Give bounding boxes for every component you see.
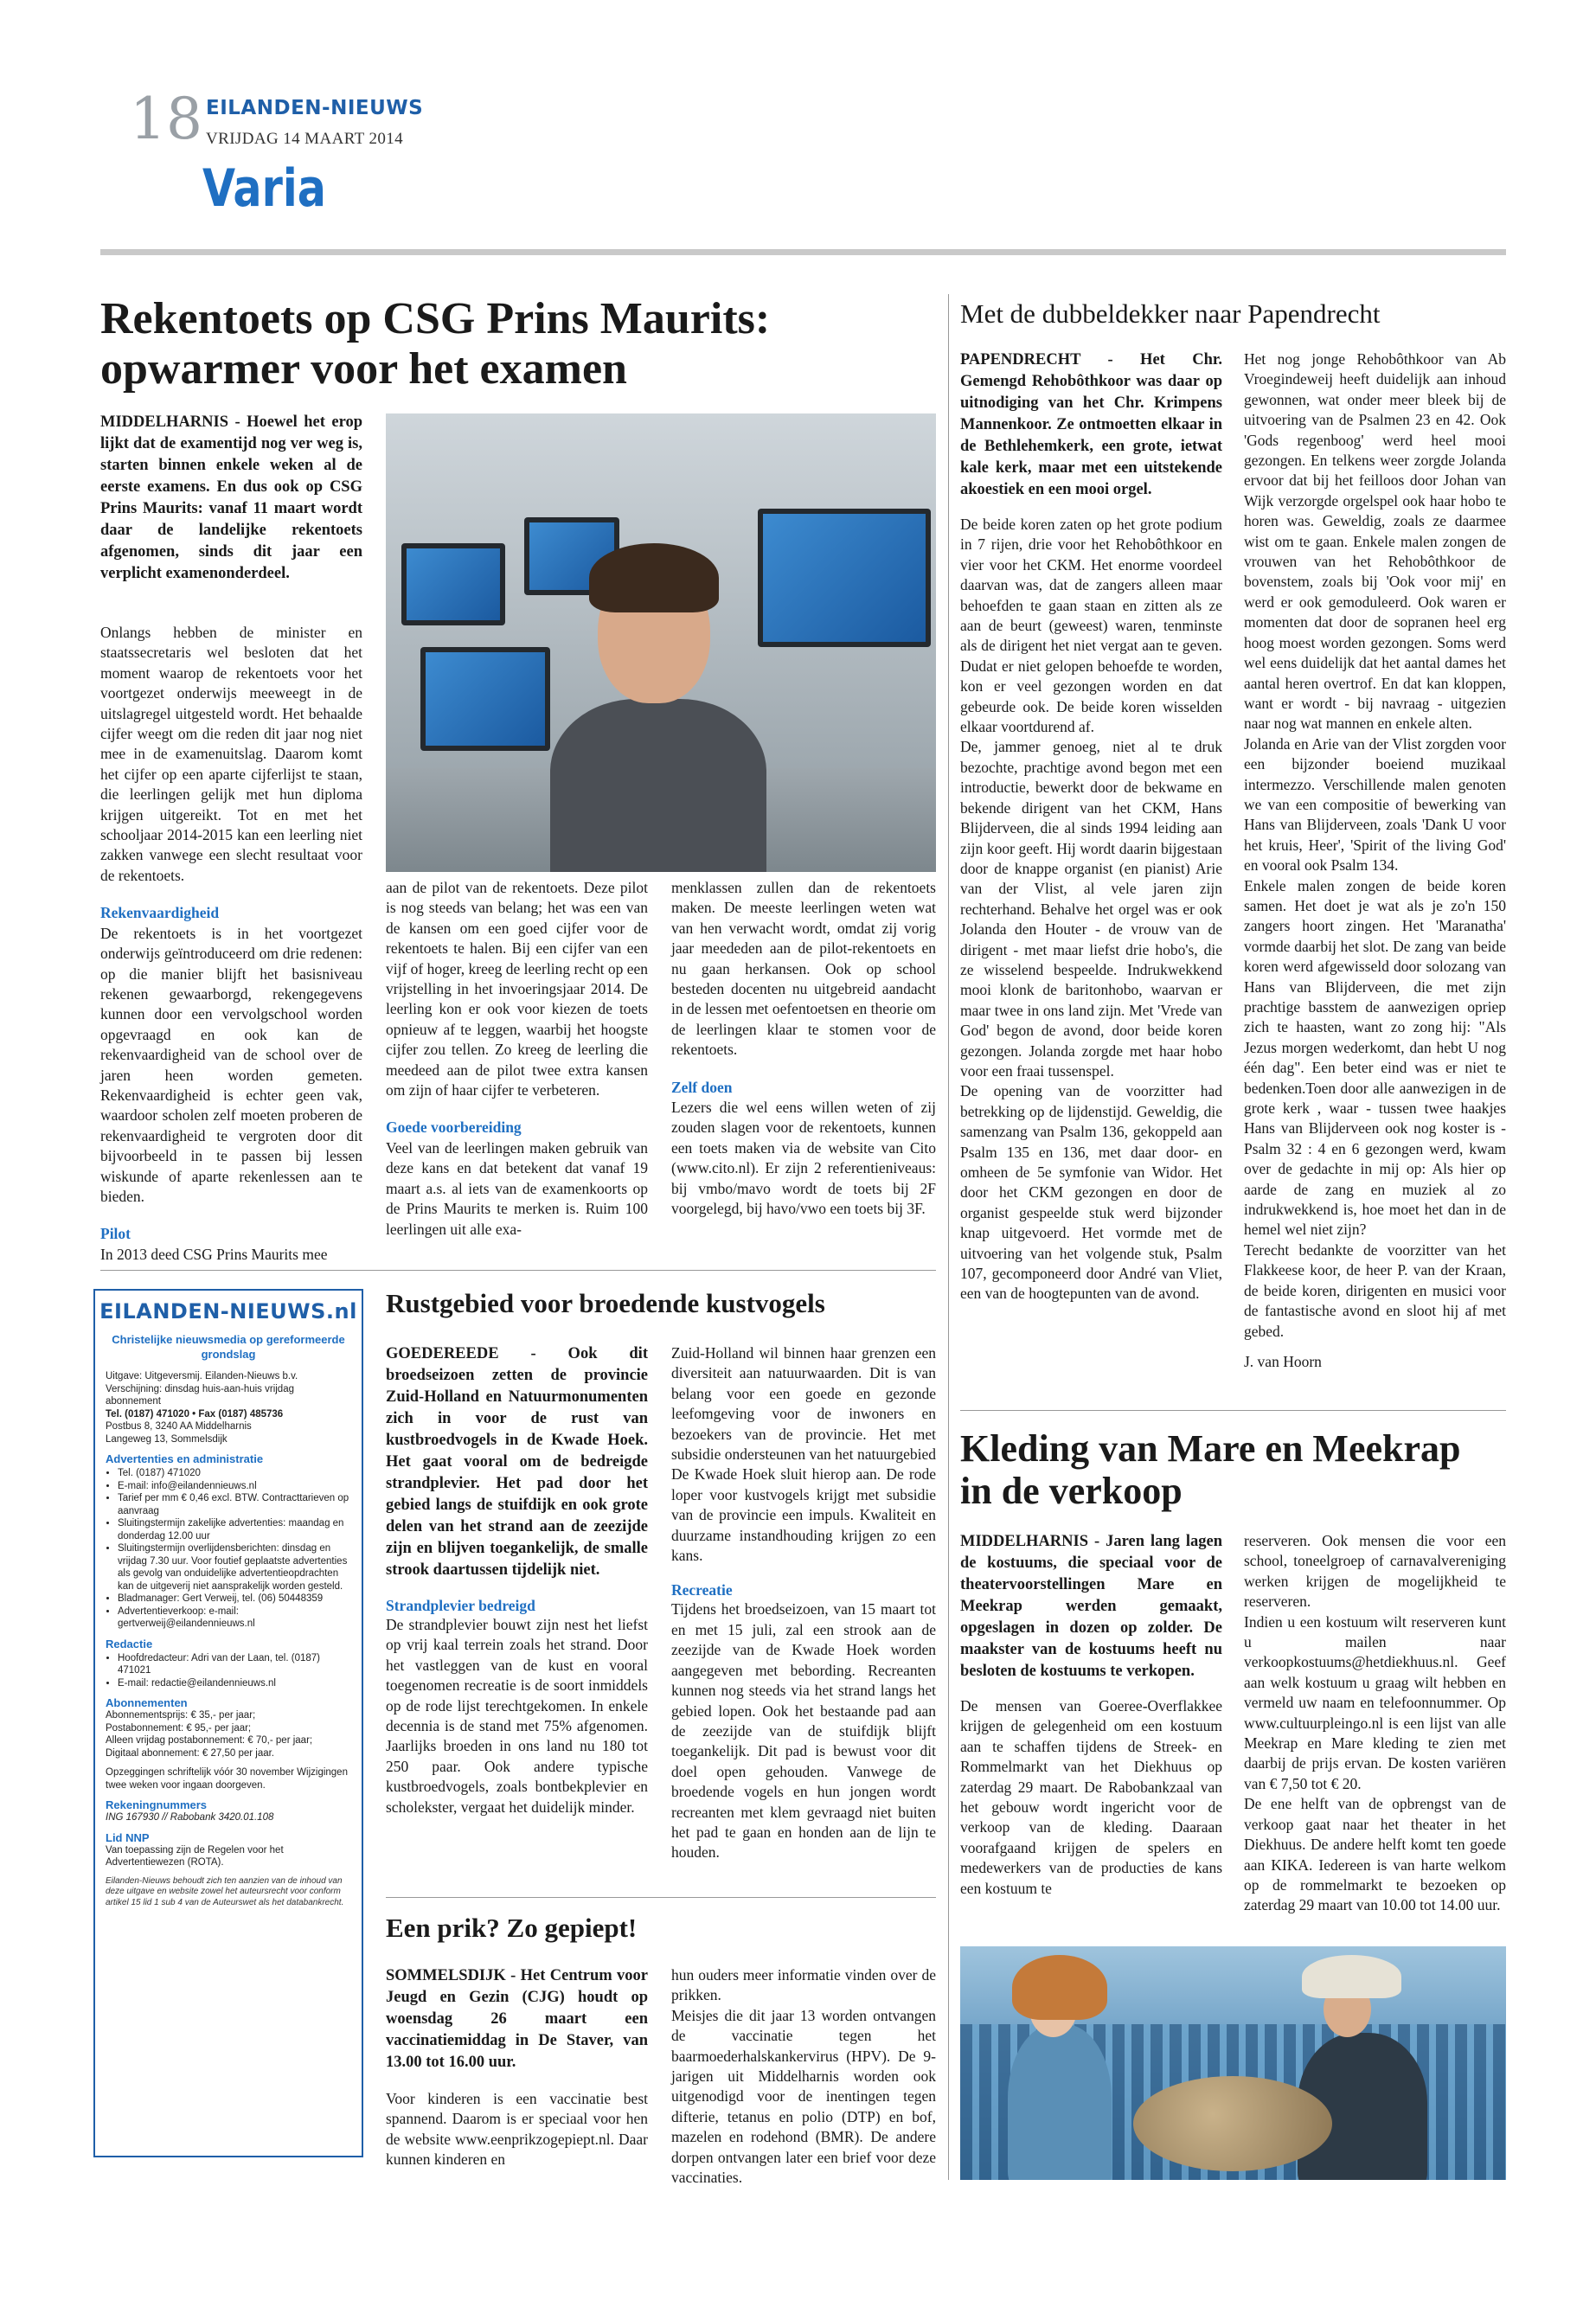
colophon-adv-list (95, 1467, 362, 1631)
colophon-copyright: Eilanden-Nieuws behoudt zich ten aanzien van de inhoud van deze uitgave en website zowel het auteursrecht voor conform artikel 15 lid 1 sub 4 van de Auteurswet als het databankrecht. (106, 1875, 344, 1907)
dubbeldekker-p6: Enkele malen zongen de beide koren samen. Het doet je wat als je zo'n 150 zangers hoort zingen. Het 'Maranatha' vormde daarbij het slot. De zang van beide koren werd afgewisseld door solozang van Hans van Blijderveen, die met zijn prachtige basstem de aanwezigen opriep zich te haasten, want zo zong hij: "Als Jezus morgen wederkomt, dan hebt U nog één dag". Een beter eind was er niet te bedenken.Toen door alle aanwezigen in de grote kerk , waar - tussen twee haakjes Hans van Blijderveen ook nog koster is - Psalm 32 : 4 en 6 gezongen werd, kwam over de gedachte in mij op: Als hier op aarde de zang en muziek al zo indrukwekkend is, hoe moet het dan in de hemel wel niet zijn? (1244, 876, 1506, 1239)
subhead-pilot: Pilot (100, 1225, 131, 1243)
colophon-postbus: Postbus 8, 3240 AA Middelharnis (106, 1421, 252, 1432)
colophon-verschijning: Verschijning: dinsdag huis-aan-huis vrijdag abonnement (106, 1383, 294, 1407)
prik-p1a: Voor kinderen is een vaccinatie best spannend. Daarom is er speciaal voor hen de website www.eenprikzogepiept.nl. Daar kunnen kinderen en (386, 2090, 648, 2169)
colophon-adv-item: • E-mail: info@eilandennieuws.nl (118, 1480, 351, 1493)
kleding-p1b: reserveren. Ook mensen die voor een school, toneelgroep of carnavalvereniging werken krijgen de mogelijkheid te reserveren. (1244, 1532, 1506, 1611)
rekentoets-p3: aan de pilot van de rekentoets. Deze pilot is nog steeds van belang; het was een van de kansen om een goed cijfer voor de rekentoets te halen. Bij een cijfer van een vijf of hoger, kreeg de leerling recht op een vrijstelling in het invoeringsjaar 2014. De leerling kon er ook voor kiezen de toets opnieuw af te leggen, waarbij het hoogste cijfer zou tellen. Zo kreeg de leerling die meedeed aan de pilot twee extra kansen om zijn of haar cijfer te verbeteren. (386, 879, 648, 1099)
colophon-box (93, 1289, 363, 2157)
kustvogels-p3: Tijdens het broedseizoen, van 15 maart tot en met 15 juli, zal een strook aan de zeezijde van de Kwade Hoek worden aangegeven met bebording. Recreanten kunnen nog steeds via het strand langs het gebied lopen. Ook het bestaande pad aan de zeezijde van de stuifdijk blijft toegankelijk. Dit pad is bewust voor dit doel open gehouden. Vanwege de broedende vogels en hun jongen wordt recreanten met klem gevraagd niet buiten het pad te gaan en honden aan de lijn te houden. (671, 1600, 936, 1862)
colophon-red-item: • Hoofdredacteur: Adri van der Laan, tel. (0187) 471021 (118, 1652, 351, 1677)
kleding-col2 (1244, 1531, 1506, 1916)
kustvogels-p2: Zuid-Holland wil binnen haar grenzen een diversiteit aan natuurwaarden. Dit is van belang voor een goede en gezonde leefomgeving voor de inwoners en bezoekers van de provincie. Het met subsidie ondersteunen van het natuurgebied De Kwade Hoek sluit hierop aan. De rode loper voor kustvogels krijgt met subsidie van de provincie een impuls. Kwaliteit en duurzame instandhouding krijgen zo een kans. (671, 1344, 936, 1565)
colophon-h-advertenties: Advertenties en administratie (106, 1452, 264, 1465)
kleding-col1 (960, 1531, 1222, 1899)
colophon-abo-list (95, 1709, 362, 1791)
rekentoets-headline (100, 294, 931, 394)
section-title: Varia (202, 158, 326, 219)
prik-col2 (671, 1965, 936, 2188)
kleding-p2: Indien u een kostuum wilt reserveren kunt u mailen naar verkoopkostuums@hetdiekhuus.nl. Geef aan welk kostuum u graag wilt hebben en vermeld uw naam en telefoonnummer. Op www.cultuurpleingo.nl is een lijst van alle Meekrap en Mare kleding te zien met daarbij de prijs ervan. De kosten variëren van € 7,50 tot € 20. (1244, 1612, 1506, 1792)
rekentoets-headline-line1: Rekentoets op CSG Prins Maurits: (100, 294, 771, 343)
column-divider (948, 294, 949, 2180)
rekentoets-p4b: menklassen zullen dan de rekentoets maken. De meeste leerlingen weten wat van hen verwacht wordt, omdat zij vorig jaar meededen aan de pilot-rekentoets en nu gaan herkansen. Ook op school besteden docenten nu uitgebreid aandacht in de lessen met oefentoetsen en theorie om de leerlingen klaar te stomen voor de rekentoets. (671, 879, 936, 1059)
student-computer-photo (386, 413, 936, 872)
colophon-adres: Langeweg 13, Sommelsdijk (106, 1433, 228, 1445)
rekentoets-p4a: Veel van de leerlingen maken gebruik van deze kans en dat betekent dat vanaf 19 maart a.s. al iets van de examenkoorts op de Prins Maurits te merken is. Ruim 100 leerlingen uit alle exa- (386, 1138, 648, 1238)
colophon-subtitle: Christelijke nieuwsmedia op gereformeerde grondslag (112, 1333, 345, 1361)
colophon-adv-item: • Sluitingstermijn zakelijke advertenties: maandag en donderdag 12.00 uur (118, 1517, 351, 1542)
dubbeldekker-col1 (960, 349, 1222, 1304)
dubbeldekker-col2 (1244, 349, 1506, 1372)
rekentoets-col3 (671, 878, 936, 1220)
dubbeldekker-p3: De opening van de voorzitter had betrekking op de lijdenstijd. Geweldig, die samenzang van Psalm 136, gekoppeld aan Psalm 135 en 136, met daar door- en omheen de 5e symfonie van Widor. Het door het CKM gezongen en door de organist gespeelde stuk werd bijzonder knap uitgevoerd. Het vormde met de uitvoering van het volgende stuk, Psalm 107, gecomponeerd door André van Vliet, een van de hoogtepunten van de avond. (960, 1082, 1222, 1303)
kleding-p3: De ene helft van de opbrengst van de verkoop gaat naar het theater in het Diekhuus. De andere helft komt ten goede aan KIKA. Iedereen is van harte welkom op de rommelmarkt te bezoeken op zaterdag 29 maart van 10.00 tot 14.00 uur. (1244, 1795, 1506, 1914)
kleding-headline (960, 1427, 1514, 1513)
rekentoets-col2 (386, 878, 648, 1240)
rekentoets-p1: Onlangs hebben de minister en staatssecretaris wel besloten dat het moment waarop de rekentoets voor het voortgezet onderwijs meeweegt in de uitslagregel uitgesteld wordt. Het behaalde cijfer weegt om die reden dit jaar nog niet mee in de examenuitslag. Daarom komt het cijfer op een aparte cijferlijst te staan, die leerlingen gelijk met hun diploma krijgen uitgereikt. Tot en met het schooljaar 2014-2015 kan een leerling niet zakken vanwege een slecht resultaat voor de rekentoets. (100, 624, 362, 884)
dubbeldekker-p1: De beide koren zaten op het grote podium in 7 rijen, drie voor het Rehobôthkoor en vier voor het CKM. Het enorme voordeel daarvan was, dat de zangers alleen maar behoefden te gaan staan en zitten als ze aan de beurt (geweest) waren, tenminste als de dirigent het niet vergat aan te geven. Dudat er niet gelopen behoefde te worden, kon er veel gezongen worden en dat gebeurde ook. De beide koren wisselden elkaar voortdurend af. (960, 516, 1222, 736)
subhead-recreatie: Recreatie (671, 1581, 733, 1599)
subhead-strandplevier: Strandplevier bedreigd (386, 1597, 535, 1614)
prik-col1 (386, 1965, 648, 2170)
dubbeldekker-lead: PAPENDRECHT - Het Chr. Gemengd Rehobôthkoor was daar op uitnodiging van het Chr. Krimpens Mannenkoor. Ze ontmoetten elkaar in de Bethlehemkerk, een grote, ietwat kale kerk, maar met een uitstekende akoestiek en een mooi orgel. (960, 351, 1222, 498)
rekentoets-lead: MIDDELHARNIS - Hoewel het erop lijkt dat de examentijd nog ver weg is, starten binnen enkele weken al de eerste examens. En dus ook op CSG Prins Maurits: vanaf 11 maart wordt daar de landelijke rekentoets afgenomen, sinds dit jaar een verplicht examenonderdeel. (100, 413, 362, 582)
prik-p2: Meisjes die dit jaar 13 worden ontvangen de vaccinatie tegen het baarmoederhalskankervirus (HPV). De 9-jarigen uit Middelharnis worden ook uitgenodigd voor de inentingen tegen difterie, tetanus en polio (DTP) en bof, mazelen en rodehond (BMR). De andere dorpen ontvangen later een brief voor deze vaccinaties. (671, 2006, 936, 2187)
dubbeldekker-headline: Met de dubbeldekker naar Papendrecht (960, 298, 1381, 329)
rekentoets-bottom-rule (100, 1270, 936, 1271)
dubbeldekker-bottom-rule (960, 1410, 1506, 1411)
kustvogels-bottom-rule (386, 1897, 936, 1898)
subhead-rekenvaardigheid: Rekenvaardigheid (100, 904, 220, 922)
colophon-uitgave: Uitgave: Uitgeversmij. Eilanden-Nieuws b.v. (106, 1371, 298, 1381)
colophon-adv-item: • Advertentieverkoop: e-mail: gertverweij@eilandennieuws.nl (118, 1606, 351, 1631)
costume-photo (960, 1946, 1506, 2180)
colophon-h-lid: Lid NNP (106, 1830, 150, 1844)
kustvogels-p1: De strandplevier bouwt zijn nest het liefst op vrij kaal terrein zoals het strand. Door het vastleggen van de kust en vooral toegenomen recreatie is de soort inmiddels op de rode lijst terechtgekomen. In enkele decennia is de stand met 75% afgenomen. Jaarlijks broeden in ons land nu 180 tot 250 paar. Ook andere typische kustbroedvogels, zoals bontbekplevier en scholekster, vergaat het duidelijk minder. (386, 1616, 648, 1816)
colophon-abo-line: Postabonnement: € 95,- per jaar; (106, 1722, 252, 1734)
colophon-red-list (95, 1652, 362, 1690)
colophon-h-rekening: Rekeningnummers (106, 1798, 208, 1811)
colophon-abo-line: Alleen vrijdag postabonnement: € 70,- per jaar; (106, 1735, 313, 1746)
kleding-headline-line1: Kleding van Mare en Meekrap (960, 1427, 1461, 1470)
subhead-zelf-doen: Zelf doen (671, 1078, 733, 1096)
prik-lead: SOMMELSDIJK - Het Centrum voor Jeugd en Gezin (CJG) houdt op woensdag 26 maart een vaccinatiemiddag in De Staver, van 13.00 tot 16.00 uur. (386, 1967, 648, 2071)
dubbeldekker-p5: Jolanda en Arie van der Vlist zorgden voor een bijzonder boeiend muzikaal intermezzo. Verschillende malen genoten we van een compositie of bewerking van Hans van Blijderveen, zoals 'Dank U voor het kruis, Heer', 'Spirit of the living God' en vooral ook Psalm 134. (1244, 734, 1506, 875)
masthead-logo: EILANDEN-NIEUWS (206, 97, 424, 119)
rekentoets-col1 (100, 623, 362, 1265)
rekentoets-p3a: In 2013 deed CSG Prins Maurits mee (100, 1245, 328, 1263)
page-number: 18 (130, 86, 202, 152)
colophon-adv-item: • Sluitingstermijn overlijdensberichten: dinsdag en vrijdag 7.30 uur. Voor foutief geplaatste advertenties als gevolg van onduidelijke advertentieopdrachten kan de uitgeverij niet aansprakelijk worden gesteld. (118, 1542, 351, 1593)
colophon-adv-item: • Tarief per mm € 0,46 excl. BTW. Contracttarieven op aanvraag (118, 1492, 351, 1517)
colophon-opzegging: Opzeggingen schriftelijk vóór 30 november Wijzigingen twee weken voor ingaan doorgeven. (106, 1767, 348, 1791)
issue-date: VRIJDAG 14 MAART 2014 (206, 130, 404, 148)
colophon-tel: Tel. (0187) 471020 • Fax (0187) 485736 (106, 1408, 284, 1420)
dubbeldekker-author: J. van Hoorn (1244, 1352, 1322, 1370)
kleding-lead: MIDDELHARNIS - Jaren lang lagen de kostuums, die speciaal voor de theatervoorstellingen Mare en Meekrap werden gemaakt, opgeslagen in dozen op zolder. De maakster van de kostuums heeft nu besloten de kostuums te verkopen. (960, 1533, 1222, 1680)
colophon-abo-line: Digitaal abonnement: € 27,50 per jaar. (106, 1747, 274, 1759)
rekentoets-p2: De rekentoets is in het voortgezet onderwijs geïntroduceerd om drie redenen: op die manier blijft het basisniveau rekenen gewaarborgd, rekengegevens kunnen door een vervolgschool worden opgevraagd en ook kan de rekenvaardigheid van de school over de jaren heen worden gemeten. Rekenvaardigheid is echter geen vak, waardoor scholen zelf moeten proberen de rekenvaardigheid te vergroten door dit bijvoorbeeld in te passen bij lessen wiskunde of aparte rekenlessen aan te bieden. (100, 924, 362, 1205)
colophon-publisher (95, 1370, 362, 1445)
dubbeldekker-p2: De, jammer genoeg, niet al te druk bezochte, prachtige avond begon met een introductie, bewerkt door de bekwame en bekende dirigent van het CKM, Hans Blijderveen, die al sinds 1994 leiding aan zijn koor geeft. Hij wordt daarin bijgestaan door de knappe organist (en pianist) Arie van der Vlist, al vele jaren zijn rechterhand. Behalve het orgel was er ook Jolanda den Houter - de vrouw van de dirigent - met maar liefst drie hobo's, die ze wisselend bespeelde. Indrukwekkend mooi klonk de baritonhobo, waarvan er maar twee in ons land zijn. Met 'Vrede van God' begon de avond, door beide koren gezongen. Jolanda zorgde met haar hobo voor een fraai tussenspel. (960, 738, 1222, 1080)
colophon-adv-item: • Tel. (0187) 471020 (118, 1467, 351, 1480)
prik-headline: Een prik? Zo gepiept! (386, 1913, 638, 1943)
subhead-goede-voorbereiding: Goede voorbereiding (386, 1118, 522, 1137)
colophon-rekening: ING 167930 // Rabobank 3420.01.108 (106, 1812, 274, 1823)
colophon-adv-item: • Bladmanager: Gert Verweij, tel. (06) 50448359 (118, 1593, 351, 1606)
colophon-abo-line: Abonnementsprijs: € 35,- per jaar; (106, 1710, 256, 1721)
colophon-lid: Van toepassing zijn de Regelen voor het Advertentiewezen (ROTA). (106, 1844, 284, 1868)
colophon-red-item: • E-mail: redactie@eilandennieuws.nl (118, 1677, 351, 1690)
header-divider (100, 249, 1506, 255)
colophon-h-redactie: Redactie (106, 1637, 153, 1650)
kleding-headline-line2: in de verkoop (960, 1470, 1183, 1513)
colophon-h-abonnementen: Abonnementen (106, 1696, 188, 1709)
dubbeldekker-p7: Terecht bedankte de voorzitter van het Flakkeese koor, de heer P. van der Kraan, de beide koren, dirigenten en musici voor de fantastische avond en sloot hij af met gebed. (1244, 1240, 1506, 1340)
rekentoets-p5: Lezers die wel eens willen weten of zij zouden slagen voor de rekentoets, kunnen een toets maken via de website van Cito (www.cito.nl). Er zijn 2 referentieniveaus: bij vmbo/mavo wordt de toets bij 2F voorgelegd, bij havo/vwo een toets bij 3F. (671, 1099, 936, 1218)
dubbeldekker-p4: Het nog jonge Rehobôthkoor van Ab Vroegindeweij heeft duidelijk aan inhoud gewonnen, wat onder meer bleek bij de uitvoering van de Psalmen 23 en 42. Ook 'Gods regenboog' werd heel mooi gezongen. En telkens weer zorgde Jolanda ervoor dat bij het feilloos door Johan van Wijk verzorgde orgelspel ook haar hobo te horen was. Geweldig, zoals ze daarmee wist om te gaan. Enkele malen zongen de vrouwen van het Rehobôthkoor de bovenstem, zoals bij 'Ook voor mij' en werd er ook gemoduleerd. Ook waren er momenten dat door de sopranen heel erg hoog moest worden gezongen. Soms werd wel eens duidelijk dat het aantal dames het aantal heren overtrof. En dat kan kloppen, want er wordt - bij navraag - uitgezien naar nog wat mannen en enkele alten. (1244, 350, 1506, 733)
kleding-p1a: De mensen van Goeree-Overflakkee krijgen de gelegenheid om een kostuum aan te schaffen tijdens de Streek- en Rommelmarkt van het Diekhuus op zaterdag 29 maart. De Rabobankzaal van het gebouw wordt ingericht voor de verkoop van de kleding. Daaraan voorafgaand krijgen de spelers en medewerkers van de producties de kans een kostuum te (960, 1697, 1222, 1897)
colophon-logo: EILANDEN-NIEUWS.nl (99, 1299, 357, 1324)
prik-p1b: hun ouders meer informatie vinden over de prikken. (671, 1966, 936, 2004)
kustvogels-col1 (386, 1343, 648, 1817)
kustvogels-col2 (671, 1343, 936, 1863)
rekentoets-headline-line2: opwarmer voor het examen (100, 344, 627, 394)
kustvogels-lead: GOEDEREEDE - Ook dit broedseizoen zetten de provincie Zuid-Holland en Natuurmonumenten zich in voor de rust van kustbroedvogels in de Kwade Hoek. Het gaat vooral om de bedreigde strandplevier. Het pad door het gebied langs de stuifdijk en ook grote delen van het strand aan de zeezijde zijn en blijven toegankelijk, de smalle strook daartussen tijdelijk niet. (386, 1345, 648, 1579)
kustvogels-headline: Rustgebied voor broedende kustvogels (386, 1288, 825, 1318)
